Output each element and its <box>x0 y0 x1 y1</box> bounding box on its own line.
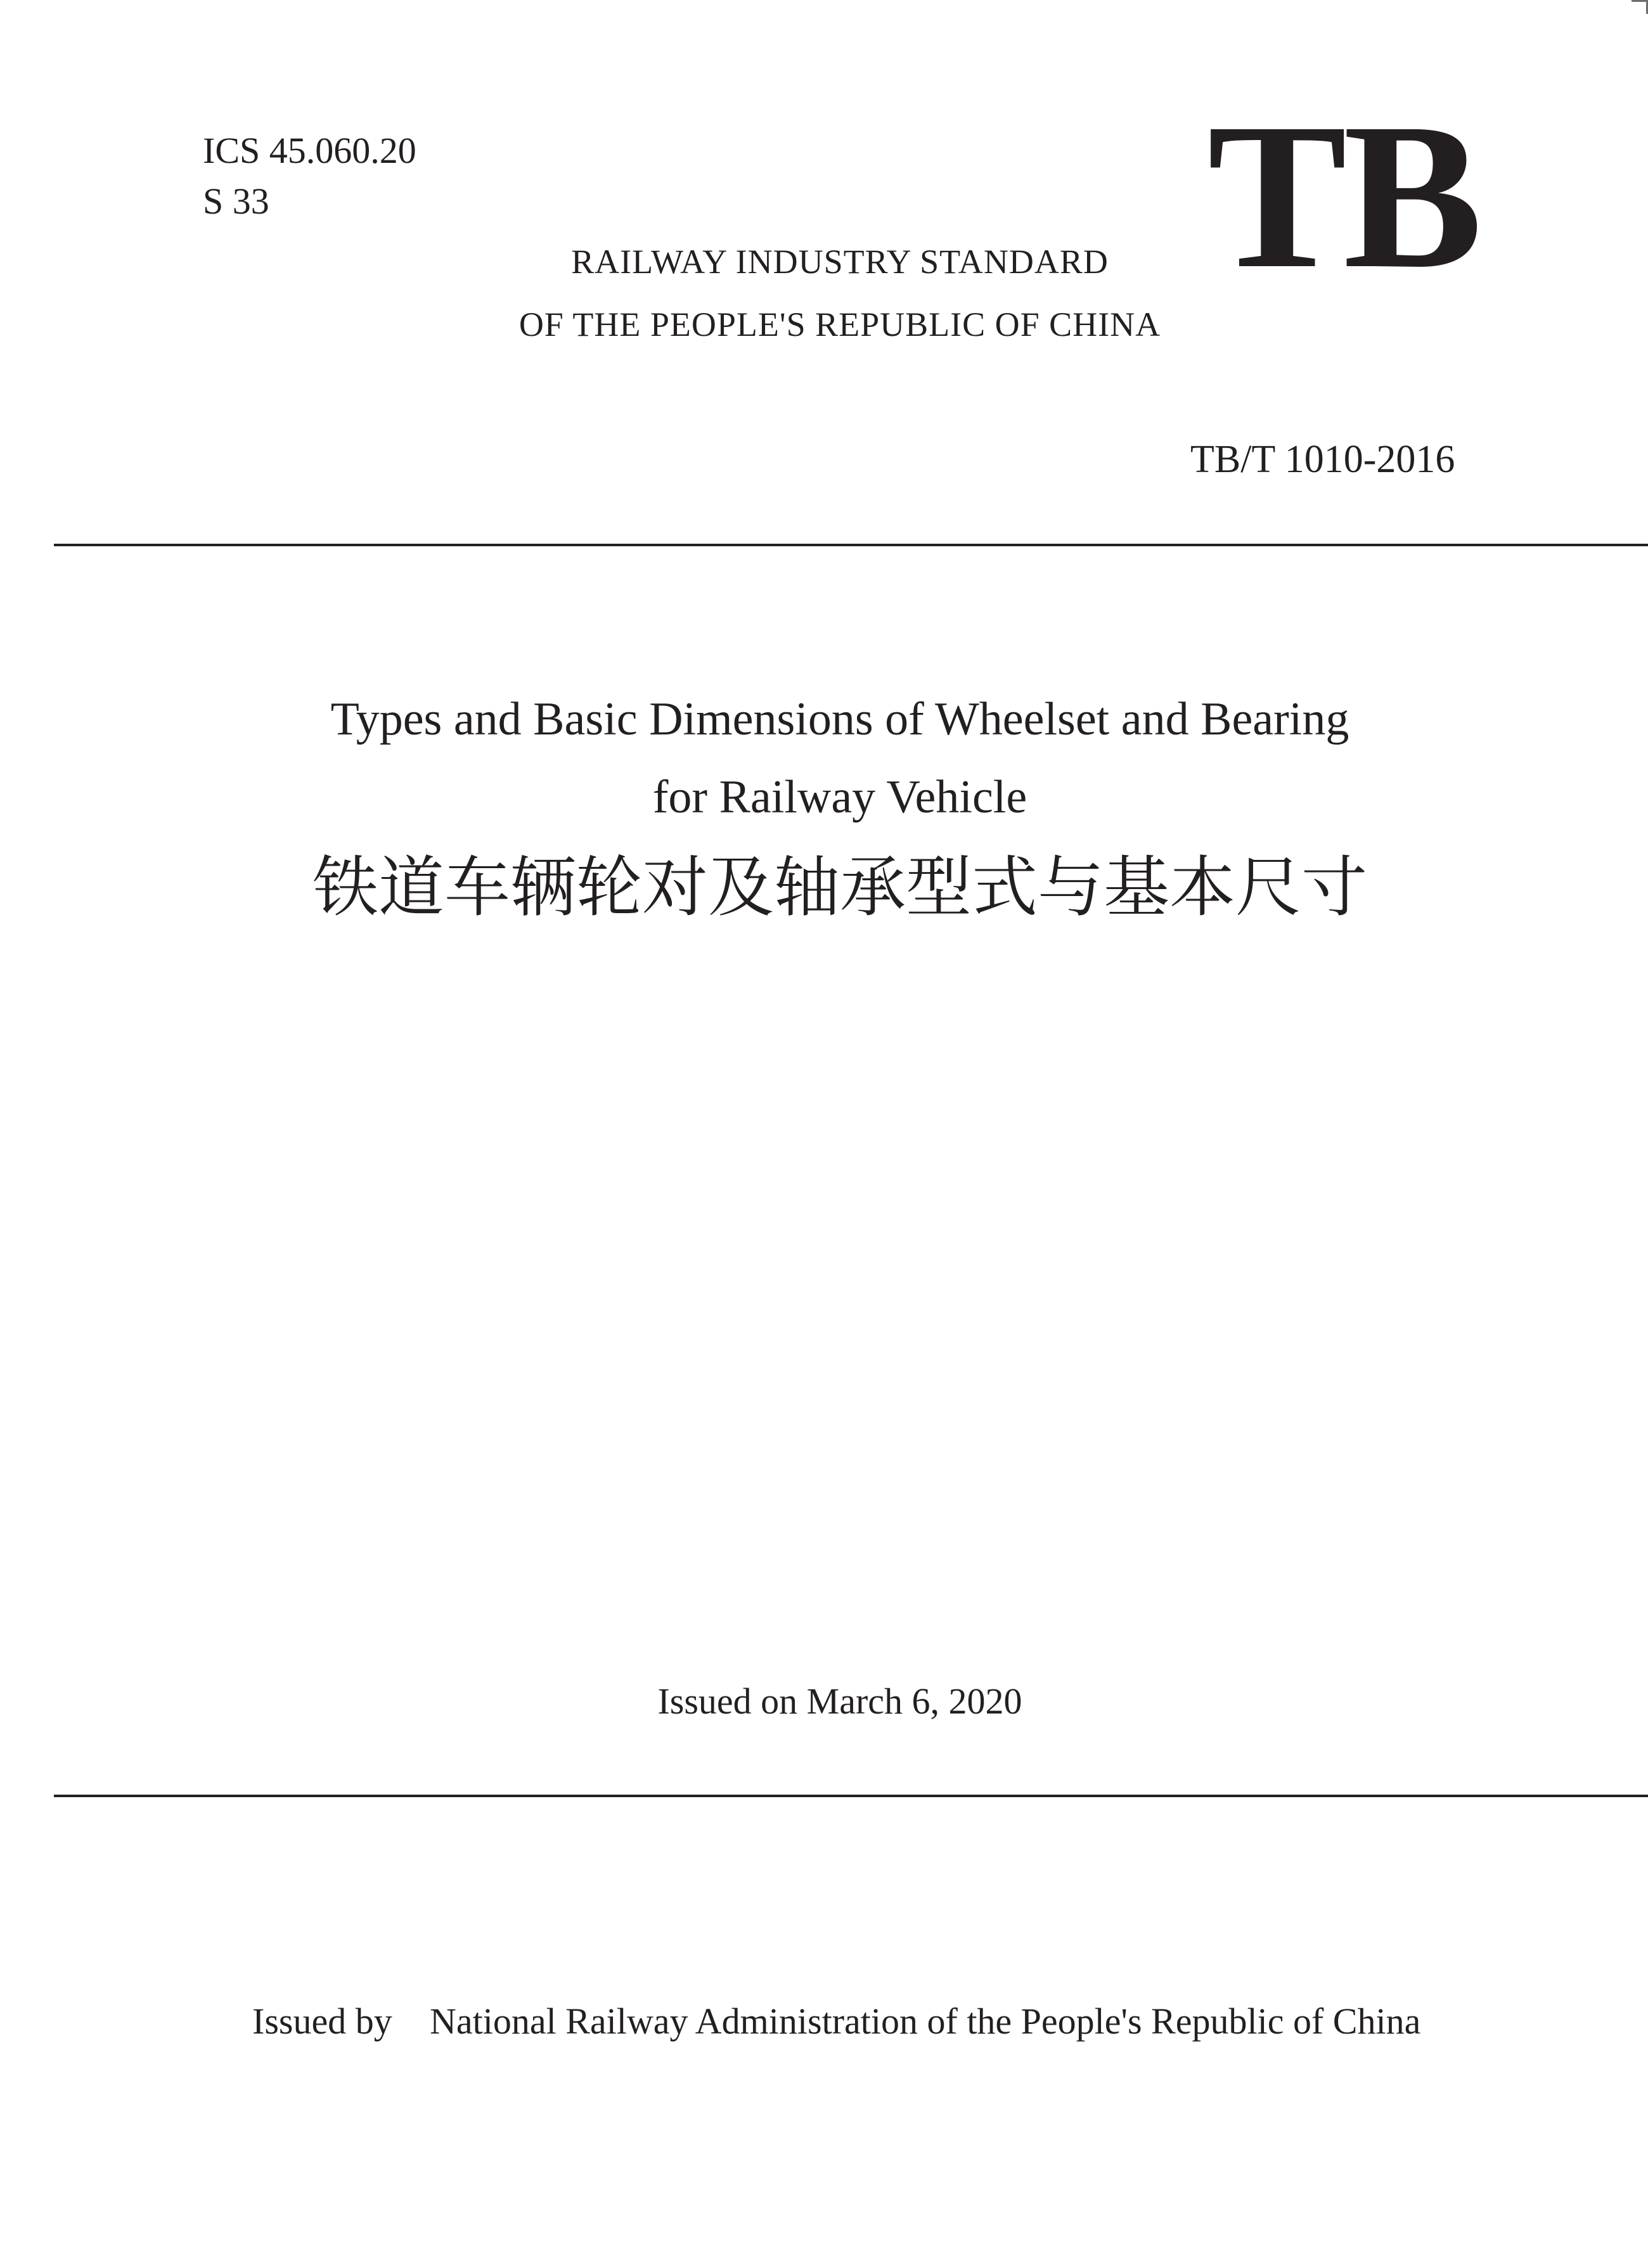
standard-title-line1: RAILWAY INDUSTRY STANDARD <box>571 243 1109 281</box>
tb-logo: TB <box>1207 80 1479 312</box>
ccs-code: S 33 <box>203 181 269 222</box>
english-title-line2: for Railway Vehicle <box>652 771 1027 823</box>
chinese-title: 铁道车辆轮对及轴承型式与基本尺寸 <box>312 849 1367 926</box>
ics-code: ICS 45.060.20 <box>203 130 416 171</box>
top-divider <box>54 544 1648 546</box>
issuing-organization: National Railway Administration of the People's Republic of China <box>430 2001 1421 2042</box>
standard-title-line2: OF THE PEOPLE'S REPUBLIC OF CHINA <box>518 305 1161 343</box>
issue-date: Issued on March 6, 2020 <box>657 1681 1022 1722</box>
issued-by-label: Issued by <box>252 2001 392 2042</box>
english-title-line1: Types and Basic Dimensions of Wheelset and Bearing <box>330 693 1349 745</box>
document-number: TB/T 1010-2016 <box>1190 438 1455 481</box>
bottom-divider <box>54 1795 1648 1797</box>
